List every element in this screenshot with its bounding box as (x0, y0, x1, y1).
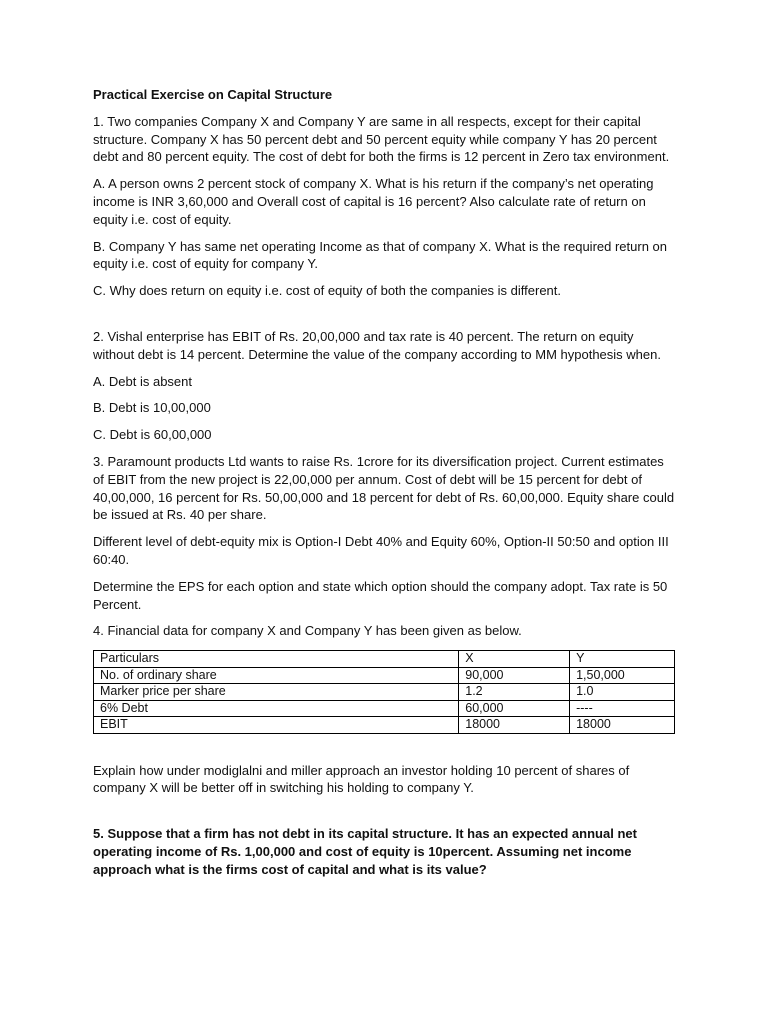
table-row (94, 667, 675, 684)
question-4-explain: Explain how under modiglalni and miller approach an investor holding 10 percent of shares of company X will be better off in switching his holding to company Y. (93, 762, 630, 796)
table-row (94, 684, 675, 701)
question-2: 2. Vishal enterprise has EBIT of Rs. 20,00,000 and tax rate is 40 percent. The return on equity without debt is 14 percent. Determine the value of the company according to MM hypothesis when. (93, 328, 661, 362)
table-cell: EBIT (94, 717, 459, 734)
table-cell: 1.2 (459, 684, 570, 701)
question-3-options: Different level of debt-equity mix is Option-I Debt 40% and Equity 60%, Option-II 50:50 and option III 60:40. (93, 534, 669, 567)
table-cell: No. of ordinary share (94, 667, 459, 684)
page-title: Practical Exercise on Capital Structure (93, 87, 333, 102)
document-body (93, 86, 675, 888)
table-header-cell: X (459, 651, 570, 668)
question-3: 3. Paramount products Ltd wants to raise Rs. 1crore for its diversification project. Current estimates of EBIT from the new project is 22,00,000 per annum. Cost of debt will be 15 percent for debt of 40,00,000, 16 percent for Rs. 50,00,000 and 18 percent for debt of Rs. 60,00,000. Equity share could be issued at Rs. 40 per share. (93, 453, 675, 523)
table-header-cell: Particulars (94, 651, 459, 668)
question-1-part-b: B. Company Y has same net operating Income as that of company X. What is the required return on equity i.e. cost of equity for company Y. (93, 238, 667, 272)
question-1-part-c: C. Why does return on equity i.e. cost of equity of both the companies is different. (93, 283, 562, 299)
question-2-part-c: C. Debt is 60,00,000 (93, 427, 212, 443)
table-cell: 1.0 (570, 684, 675, 701)
table-row (94, 700, 675, 717)
table-cell: Marker price per share (94, 684, 459, 701)
table-row (94, 717, 675, 734)
table-header-cell: Y (570, 651, 675, 668)
question-2-part-a: A. Debt is absent (93, 373, 192, 389)
table-cell: 60,000 (459, 700, 570, 717)
question-4: 4. Financial data for company X and Company Y has been given as below. (93, 623, 522, 639)
table-cell: 18000 (459, 717, 570, 734)
table-cell: 18000 (570, 717, 675, 734)
question-3-task: Determine the EPS for each option and state which option should the company adopt. Tax rate is 50 Percent. (93, 578, 668, 612)
table-cell: ---- (570, 700, 675, 717)
table-cell: 6% Debt (94, 700, 459, 717)
table-header-row (94, 651, 675, 668)
financial-data-table (93, 650, 675, 734)
table-cell: 90,000 (459, 667, 570, 684)
question-1: 1. Two companies Company X and Company Y are same in all respects, except for their capital structure. Company X has 50 percent debt and 50 percent equity while company Y has 20 percent debt and 80 percent equity. The cost of debt for both the firms is 12 percent in Zero tax environment. (93, 113, 670, 165)
table-cell: 1,50,000 (570, 667, 675, 684)
question-5: 5. Suppose that a firm has not debt in its capital structure. It has an expected annual net operating income of Rs. 1,00,000 and cost of equity is 10percent. Assuming net income approach what is the firms cost of capital and what is its value? (93, 826, 637, 877)
question-2-part-b: B. Debt is 10,00,000 (93, 400, 211, 416)
question-1-part-a: A. A person owns 2 percent stock of company X. What is his return if the company’s net operating income is INR 3,60,000 and Overall cost of capital is 16 percent? Also calculate rate of return on equity i.e. cost of equity. (93, 176, 654, 227)
